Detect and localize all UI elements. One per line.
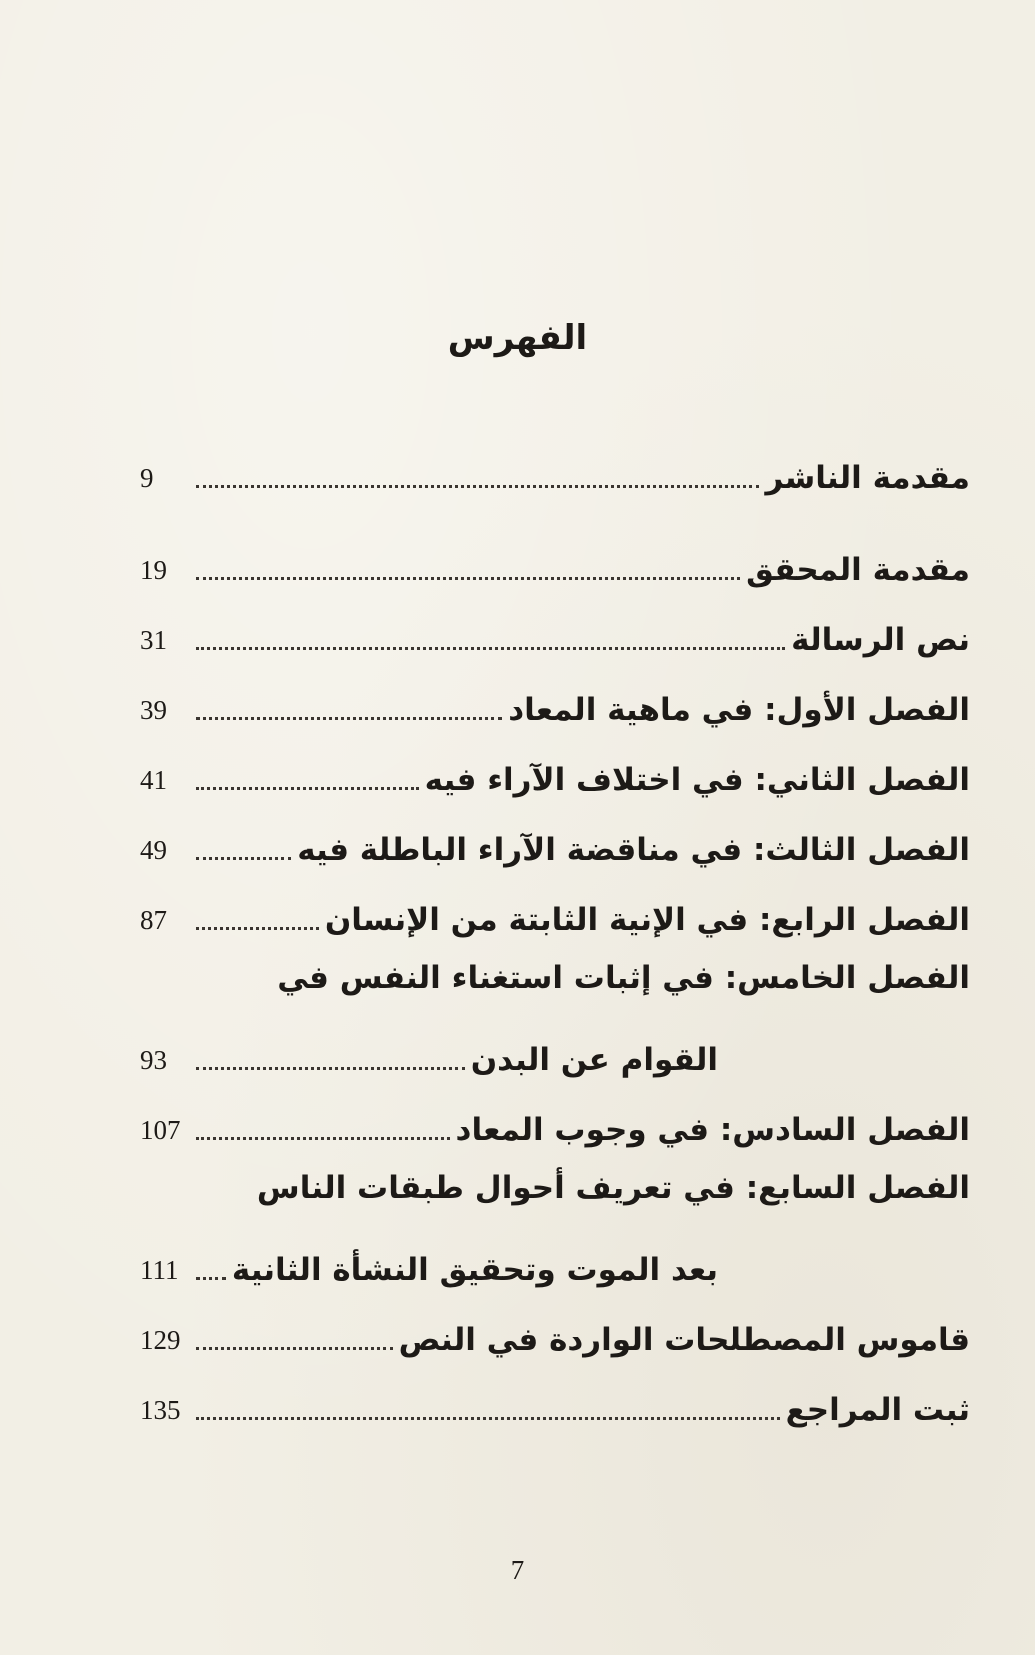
toc-entry-label: الفصل السابع: في تعريف أحوال طبقات الناس — [256, 1170, 970, 1206]
dot-leader — [196, 927, 319, 930]
dot-leader — [196, 1067, 465, 1070]
dot-leader — [196, 485, 759, 488]
toc-entry-label: نص الرسالة — [791, 622, 970, 658]
toc-entry — [140, 604, 970, 664]
toc-entry-page: 107 — [140, 1115, 181, 1145]
toc-entry — [140, 744, 970, 804]
toc-entry — [140, 1374, 970, 1434]
toc-entry-page: 129 — [140, 1325, 181, 1355]
toc-entry-label: الفصل الثاني: في اختلاف الآراء فيه — [424, 762, 970, 798]
toc-entry-label: الفصل السادس: في وجوب المعاد — [455, 1112, 970, 1148]
toc-entry-page: 135 — [140, 1395, 181, 1425]
toc-entry-label: مقدمة الناشر — [765, 460, 970, 496]
dot-leader — [196, 1277, 226, 1280]
toc-entry-label: الفصل الأول: في ماهية المعاد — [508, 692, 970, 728]
toc-entry — [140, 1234, 970, 1294]
dot-leader — [196, 787, 419, 790]
toc-entry — [140, 814, 970, 874]
toc-entry-label-continued: القوام عن البدن — [470, 1042, 718, 1078]
toc-entry-page: 111 — [140, 1255, 179, 1285]
toc-entry-first-line — [140, 954, 970, 1014]
toc-entry-page: 19 — [140, 555, 167, 585]
dot-leader — [196, 717, 502, 720]
toc-entry — [140, 1304, 970, 1364]
page-number: 7 — [510, 1555, 525, 1585]
toc-entry — [140, 442, 970, 502]
toc-entry-label-continued: بعد الموت وتحقيق النشأة الثانية — [231, 1252, 718, 1288]
toc-entry-page: 9 — [140, 463, 154, 493]
dot-leader — [196, 1137, 450, 1140]
toc-entry-page: 41 — [140, 765, 167, 795]
toc-entry-label: مقدمة المحقق — [746, 552, 970, 588]
toc-entry-label: الفصل الخامس: في إثبات استغناء النفس في — [277, 960, 970, 996]
toc-entry-page: 31 — [140, 625, 167, 655]
toc-entry-label: قاموس المصطلحات الواردة في النص — [398, 1322, 970, 1358]
toc-entry — [140, 674, 970, 734]
toc-entry — [140, 884, 970, 944]
dot-leader — [196, 577, 740, 580]
toc-entry-label: الفصل الثالث: في مناقضة الآراء الباطلة فيه — [297, 832, 970, 868]
toc-entry-label: ثبت المراجع — [785, 1392, 970, 1428]
toc-entry-page: 93 — [140, 1045, 167, 1075]
toc-entry — [140, 1094, 970, 1154]
page-title: الفهرس — [447, 318, 588, 358]
toc-entry-page: 39 — [140, 695, 167, 725]
dot-leader — [196, 647, 785, 650]
dot-leader — [196, 1347, 393, 1350]
toc-entry-first-line — [140, 1164, 970, 1224]
toc-entry-page: 49 — [140, 835, 167, 865]
toc-entry — [140, 534, 970, 594]
toc-entry-page: 87 — [140, 905, 167, 935]
dot-leader — [196, 857, 291, 860]
dot-leader — [196, 1417, 780, 1420]
toc-entry — [140, 1024, 970, 1084]
toc-entry-label: الفصل الرابع: في الإنية الثابتة من الإنسان — [324, 902, 970, 938]
